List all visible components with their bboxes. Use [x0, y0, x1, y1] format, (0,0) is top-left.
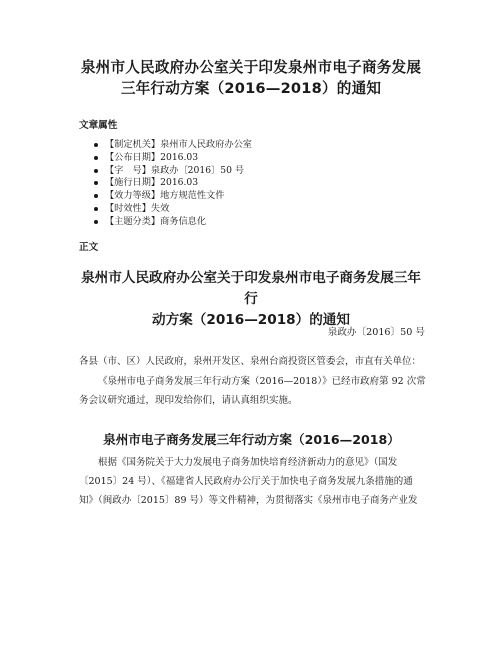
attribute-item [94, 216, 252, 229]
paragraph-line: 务会议研究通过，现印发给你们，请认真组织实施。 [79, 395, 298, 406]
paragraph-line: 《泉州市电子商务发展三年行动方案（2016—2018）》已经市政府第 92 次常 [98, 376, 426, 387]
attributes-heading: 文章属性 [79, 120, 118, 131]
attribute-text: 【主题分类】商务信息化 [105, 215, 207, 227]
attribute-item [94, 190, 252, 203]
main-title-line2: 三年行动方案（2016—2018）的通知 [120, 80, 382, 97]
attribute-text: 【公布日期】2016.03 [105, 151, 199, 163]
salutation-paragraph [79, 352, 424, 371]
main-title [40, 57, 462, 99]
attribute-text: 【时效性】失效 [105, 202, 170, 214]
doc-number: 泉政办〔2016〕50 号 [327, 327, 425, 338]
main-title-line1: 泉州市人民政府办公室关于印发泉州市电子商务发展 [80, 59, 422, 76]
paragraph-line: 知》（闽政办〔2015〕89 号）等文件精神，为贯彻落实《泉州市电子商务产业发 [79, 495, 418, 506]
body-heading: 正文 [79, 242, 99, 253]
attribute-item [94, 139, 252, 152]
attribute-item [94, 203, 252, 216]
bullet-icon [94, 207, 98, 211]
bullet-icon [94, 220, 98, 224]
doc-title-line1: 泉州市人民政府办公室关于印发泉州市电子商务发展三年行 [81, 270, 421, 307]
attribute-item [94, 165, 252, 178]
body-paragraph [79, 453, 424, 510]
paragraph-line: 根据《国务院关于大力发展电子商务加快培育经济新动力的意见》（国发 [98, 457, 398, 468]
attribute-item [94, 177, 252, 190]
bullet-icon [94, 156, 98, 160]
attribute-text: 【效力等级】地方规范性文件 [105, 190, 225, 202]
attribute-item [94, 152, 252, 165]
attribute-text: 【字 号】泉政办〔2016〕50 号 [105, 164, 245, 176]
plan-title: 泉州市电子商务发展三年行动方案（2016—2018） [103, 432, 400, 447]
attribute-text: 【施行日期】2016.03 [105, 177, 199, 189]
doc-title-line2: 动方案（2016—2018）的通知 [151, 312, 350, 328]
doc-title [75, 268, 427, 331]
bullet-icon [94, 143, 98, 147]
bullet-icon [94, 181, 98, 185]
intro-paragraph [79, 372, 424, 410]
paragraph-line: 〔2015〕24 号）、《福建省人民政府办公厅关于加快电子商务发展九条措施的通 [79, 476, 413, 487]
paragraph-line: 各县（市、区）人民政府，泉州开发区、泉州台商投资区管委会，市直有关单位： [79, 356, 422, 367]
attribute-list [94, 139, 252, 229]
bullet-icon [94, 169, 98, 173]
attribute-text: 【制定机关】泉州市人民政府办公室 [105, 139, 252, 150]
bullet-icon [94, 194, 98, 198]
